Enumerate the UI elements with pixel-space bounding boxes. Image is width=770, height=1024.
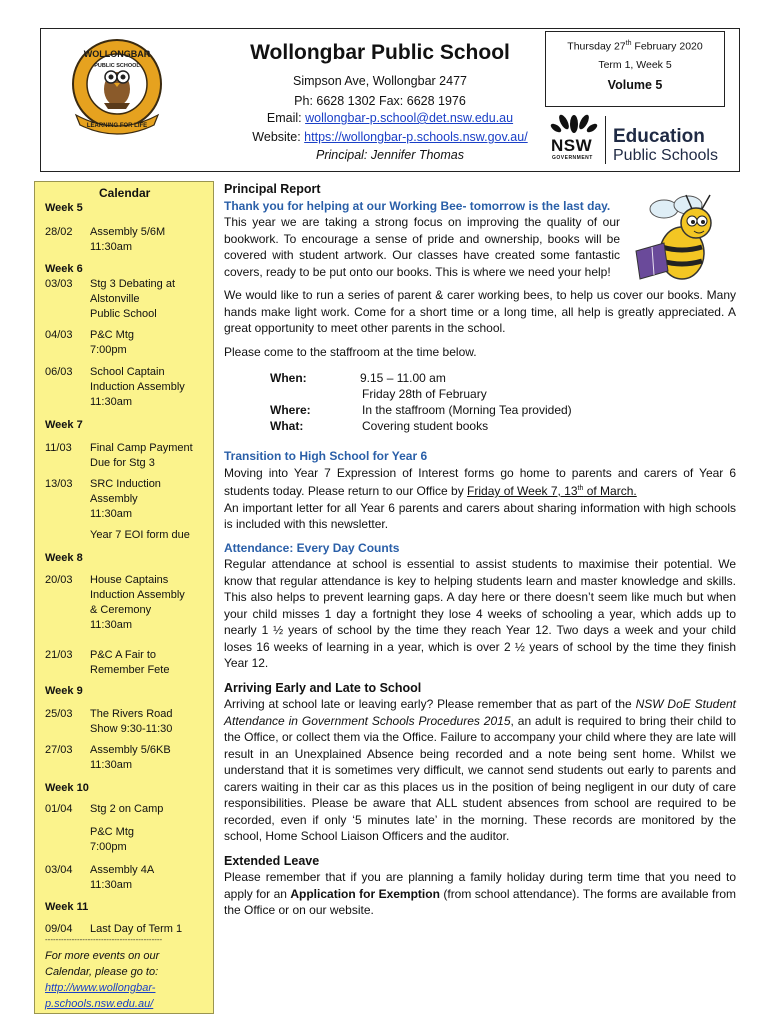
event-date: 20/03 (45, 574, 73, 586)
week-heading: Week 10 (45, 782, 89, 794)
event-details (224, 370, 736, 436)
when-date: Friday 28th of February (362, 387, 487, 401)
week-heading: Week 11 (45, 901, 89, 913)
staffroom-note: Please come to the staffroom at the time below. (224, 344, 477, 359)
event-description: House Captains Induction Assembly & Ceremony 11:30am (90, 574, 185, 631)
transition-letter-paragraph: An important letter for all Year 6 parents and carers about sharing information with high schools is included with this newsletter. (224, 500, 736, 531)
event-description: Assembly 4A 11:30am (90, 864, 155, 891)
nsw-wordmark: NSW (551, 136, 593, 155)
event-date: 03/04 (45, 864, 73, 876)
calendar-website-link[interactable]: http://www.wollongbar- p.schools.nsw.edu.au/ (45, 982, 156, 1010)
week-heading: Week 8 (45, 552, 83, 564)
transition-heading: Transition to High School for Year 6 (224, 449, 428, 463)
event-date: 01/04 (45, 803, 73, 815)
event-description: Assembly 5/6KB 11:30am (90, 744, 171, 771)
principal-report-heading: Principal Report (224, 182, 321, 196)
crest-middle-text: PUBLIC SCHOOL (94, 63, 140, 69)
event-description: Stg 3 Debating at Alstonville Public School (90, 278, 176, 320)
crest-top-text: WOLLONGBAR (83, 49, 151, 59)
education-logo-text (613, 127, 718, 165)
event-date: 28/02 (45, 226, 73, 238)
working-bee-heading: Thank you for helping at our Working Bee- tomorrow is the last day. (224, 198, 611, 213)
where-label: Where: (270, 403, 311, 417)
week-heading: Week 6 (45, 263, 83, 275)
arriving-paragraph: Arriving at school late or leaving early? Please remember that as part of the NSW DoE Student Attendance in Government Schools Procedures 2015, an adult is required to bring their child to the Office, or collect them via the Office. Failure to accompany your child where they are late will result in an Unexplained Absence being recorded and a note being sent home. Whilst we understand that it is sometimes very difficult, we cannot send students out early to parents and carers waiting in their car as this places us in the position of being negligent in our duty of care responsibilities. Please be aware that ALL student absences from school are required to be recorded, even if only ‘5 minutes late’ in the morning. These records are monitored by the school, Home School Liaison Officers and the auditor. (224, 697, 737, 843)
event-description: Final Camp Payment Due for Stg 3 (90, 442, 193, 469)
when-time: 9.15 – 11.00 am (360, 371, 446, 385)
attendance-paragraph: Regular attendance at school is essential to assist students to maximise their potential. We know that regular attendance is key to helping students learn and master knowledge and skills. This also helps to prevent learning gaps. A day here or there doesn’t seem like much but when your child misses 1 day a fortnight they lose 4 weeks of schooling a year, which adds up to nearly 1 ½ years of school by the time they reach Year 12. Two days a week and your child loses 16 weeks of learning in a year, which is over 2 ½ years of school by the time they finish Year 12. (224, 557, 736, 670)
website-label: Website: (252, 130, 305, 144)
event-description: P&C A Fair to Remember Fete (90, 649, 170, 676)
nsw-government-label: GOVERNMENT (552, 155, 593, 161)
week-heading: Week 7 (45, 419, 83, 431)
event-date: 06/03 (45, 366, 73, 378)
event-description: P&C Mtg 7:00pm (90, 329, 135, 356)
crest-motto: LEARNING FOR LIFE (86, 123, 148, 129)
bookwork-paragraph: This year we are taking a strong focus on improving the quality of our bookwork. To encourage a sense of pride and ownership, books will be covered with student artwork. Our classes have created some fantastic covers, ready to be put onto our books. This is where we need your help! (224, 215, 620, 279)
event-description: Stg 2 on Camp (90, 803, 164, 815)
what-value: Covering student books (362, 419, 489, 433)
event-description: SRC Induction Assembly 11:30am (90, 478, 161, 520)
education-label: Education (613, 126, 705, 147)
school-name: Wollongbar Public School (250, 41, 510, 64)
event-description: Assembly 5/6M 11:30am (90, 226, 166, 253)
more-events-line: Calendar, please go to: (45, 966, 159, 978)
main-content (224, 181, 736, 919)
more-events-line: For more events on our (45, 950, 160, 962)
event-date: 11/03 (45, 442, 72, 454)
website-link[interactable]: https://wollongbar-p.schools.nsw.gov.au/ (304, 130, 528, 144)
event-date: 27/03 (45, 744, 73, 756)
return-deadline: Friday of Week 7, 13th of March. (467, 484, 637, 498)
event-date: 21/03 (45, 649, 73, 661)
extended-leave-heading: Extended Leave (224, 853, 320, 868)
event-date: 13/03 (45, 478, 73, 490)
issue-date: Thursday 27th February 2020 (567, 40, 703, 53)
where-value: In the staffroom (Morning Tea provided) (362, 403, 572, 417)
event-description: P&C Mtg 7:00pm (90, 826, 135, 853)
calendar-heading: Calendar (99, 186, 151, 200)
principal-name: Principal: Jennifer Thomas (316, 148, 464, 162)
week-heading: Week 9 (45, 685, 83, 697)
issue-term: Term 1, Week 5 (598, 58, 672, 71)
more-events-note (45, 948, 210, 1012)
school-details (210, 40, 550, 109)
week-heading: Week 5 (45, 202, 83, 214)
email-label: Email: (266, 111, 306, 125)
when-label: When: (270, 371, 307, 385)
event-date: 04/03 (45, 329, 73, 341)
calendar-sidebar (34, 181, 214, 1014)
public-schools-label: Public Schools (613, 147, 718, 164)
extended-leave-paragraph: Please remember that if you are planning a family holiday during term time that you need to apply for an Application for Exemption (from school attendance). The forms are available from the Office or on our website. (224, 870, 737, 917)
arriving-heading: Arriving Early and Late to School (224, 680, 422, 695)
transition-paragraph: Moving into Year 7 Expression of Interest forms go home to parents and carers of Year 6 students today. Please return to our Office by Friday of Week 7, 13th of March. (224, 465, 736, 498)
event-description: The Rivers Road Show 9:30-11:30 (90, 708, 173, 735)
what-label: What: (270, 419, 304, 433)
event-description: Last Day of Term 1 (90, 923, 183, 935)
event-description: School Captain Induction Assembly 11:30am (90, 366, 185, 408)
reading-bee-illustration (624, 191, 734, 291)
event-date: 09/04 (45, 923, 73, 935)
calendar-divider: -------------------------------------------- (45, 935, 163, 944)
event-date: 03/03 (45, 278, 73, 290)
issue-volume: Volume 5 (607, 77, 663, 92)
email-link[interactable]: wollongbar-p.school@det.nsw.edu.au (305, 111, 514, 125)
issue-info-box (545, 31, 725, 107)
logo-divider (605, 116, 606, 164)
event-description: Year 7 EOI form due (90, 529, 190, 541)
working-bee-paragraph: We would like to run a series of parent & carer working bees, to help us cover our books. Many hands make light work. Come for a short time or a long time, all help is greatly appreciated. A great opportunity to meet other parents in the school. (224, 288, 736, 335)
attendance-heading: Attendance: Every Day Counts (224, 540, 400, 555)
school-address: Simpson Ave, Wollongbar 2477 (293, 74, 467, 88)
school-phone: Ph: 6628 1302 Fax: 6628 1976 (294, 94, 466, 108)
event-date: 25/03 (45, 708, 73, 720)
